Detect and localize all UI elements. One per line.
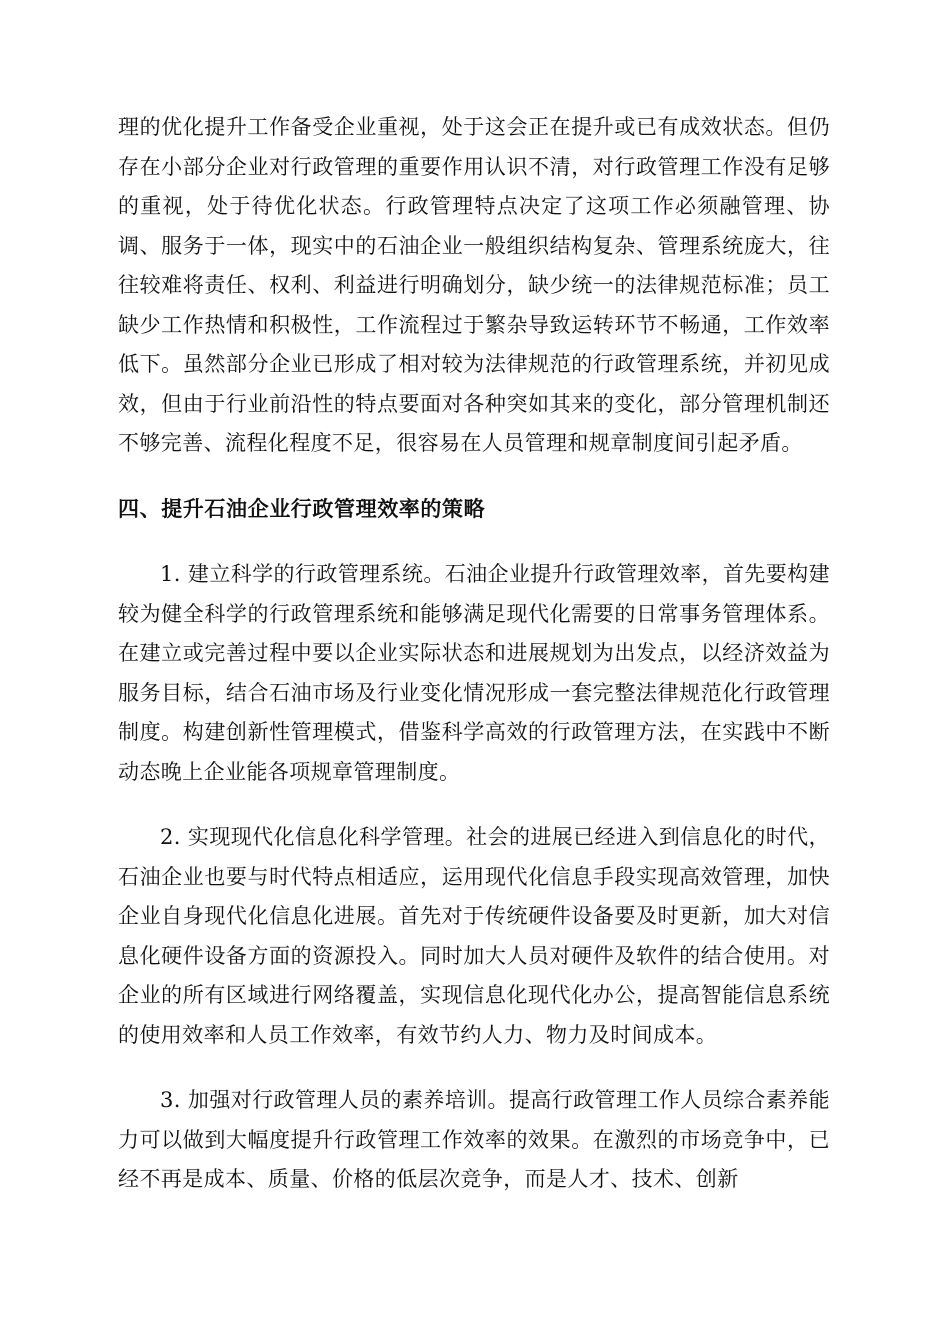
document-page	[118, 108, 830, 1200]
section-heading: 四、提升石油企业行政管理效率的策略	[118, 496, 486, 521]
strategy-paragraph-1: 1. 建立科学的行政管理系统。石油企业提升行政管理效率，首先要构建较为健全科学的行政管理系统和能够满足现代化需要的日常事务管理体系。在建立或完善过程中要以企业实际状态和进展规划为出发点，以经济效益为服务目标，结合石油市场及行业变化情况形成一套完整法律规范化行政管理制度。构建创新性管理模式，借鉴科学高效的行政管理方法，在实践中不断动态晚上企业能各项规章管理制度。	[118, 562, 830, 784]
strategy-paragraph-2: 2. 实现现代化信息化科学管理。社会的进展已经进入到信息化的时代，石油企业也要与时代特点相适应，运用现代化信息手段实现高效管理，加快企业自身现代化信息化进展。首先对于传统硬件设备要及时更新，加大对信息化硬件设备方面的资源投入。同时加大人员对硬件及软件的结合使用。对企业的所有区域进行网络覆盖，实现信息化现代化办公，提高智能信息系统的使用效率和人员工作效率，有效节约人力、物力及时间成本。	[118, 825, 830, 1047]
intro-paragraph: 理的优化提升工作备受企业重视，处于这会正在提升或已有成效状态。但仍存在小部分企业对行政管理的重要作用认识不清，对行政管理工作没有足够的重视，处于待优化状态。行政管理特点决定了这项工作必须融管理、协调、服务于一体，现实中的石油企业一般组织结构复杂、管理系统庞大，往往较难将责任、权利、利益进行明确划分，缺少统一的法律规范标准；员工缺少工作热情和积极性，工作流程过于繁杂导致运转环节不畅通，工作效率低下。虽然部分企业已形成了相对较为法律规范的行政管理系统，并初见成效，但由于行业前沿性的特点要面对各种突如其来的变化，部分管理机制还不够完善、流程化程度不足，很容易在人员管理和规章制度间引起矛盾。	[118, 115, 830, 455]
strategy-paragraph-3: 3. 加强对行政管理人员的素养培训。提高行政管理工作人员综合素养能力可以做到大幅度提升行政管理工作效率的效果。在激烈的市场竞争中，已经不再是成本、质量、价格的低层次竞争，而是人才、技术、创新	[118, 1088, 830, 1191]
